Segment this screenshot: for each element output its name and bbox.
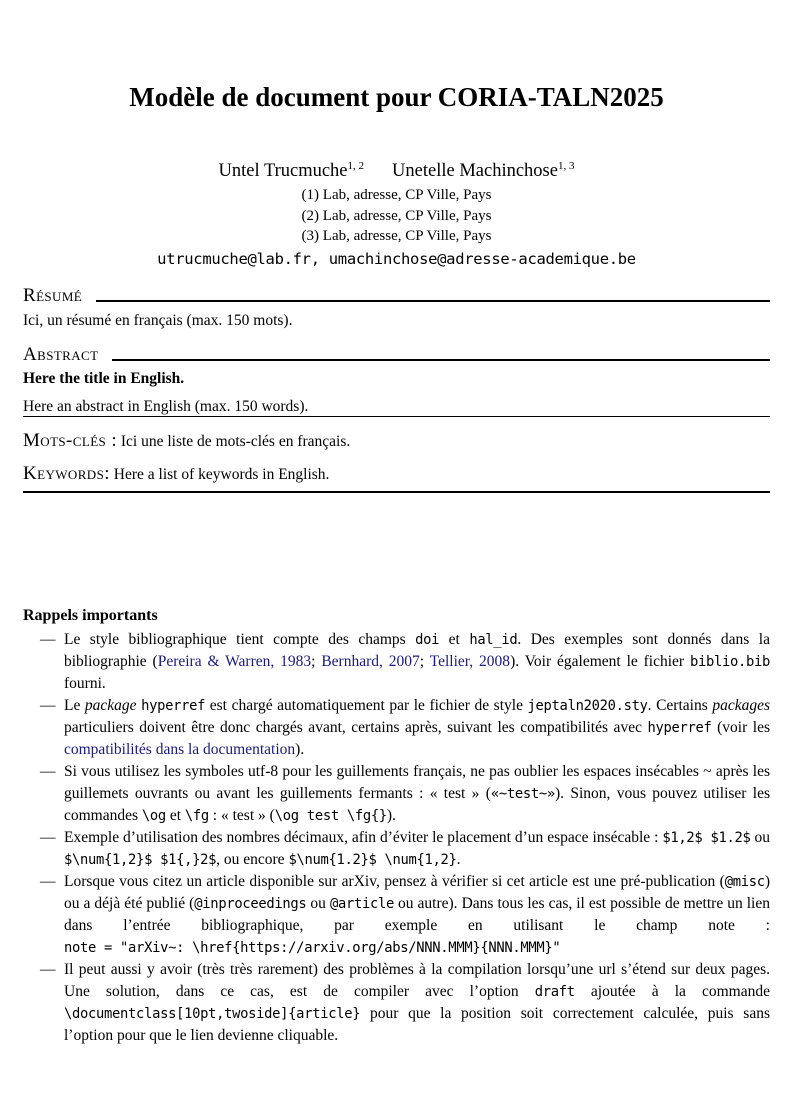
keywords-row	[23, 462, 770, 493]
item-dash-marker: —	[40, 762, 56, 780]
item-dash-marker: —	[40, 696, 56, 714]
abstract-section-heading	[23, 343, 770, 367]
text-run: (voir les	[711, 718, 770, 736]
inline-code: note = "arXiv~: \href{https://arxiv.org/abs/NNN.MMM}{NNN.MMM}"	[64, 939, 561, 956]
inline-code: biblio.bib	[689, 653, 771, 670]
list-item	[23, 827, 770, 871]
text-run: ). Voir également le fichier	[510, 652, 690, 670]
citation-link[interactable]: Pereira & Warren, 1983	[157, 652, 312, 670]
author	[392, 161, 574, 181]
inline-code: draft	[534, 983, 575, 1000]
emphasis-text: packages	[712, 696, 770, 714]
motscles-text: Ici une liste de mots-clés en français.	[117, 432, 351, 450]
affiliations-block	[23, 185, 770, 247]
text-run: Le	[64, 696, 85, 714]
text-run: Il peut aussi y avoir (très très rarement) des problèmes à la compilation lorsqu’une url s’étend sur deux pages. Une solution, dans ce cas, est de compiler avec l’option	[64, 960, 770, 1000]
inline-code: jeptaln2020.sty	[527, 697, 648, 714]
author-name: Untel Trucmuche	[218, 161, 348, 181]
text-run: . Certains	[647, 696, 713, 714]
item-dash-marker: —	[40, 630, 56, 648]
resume-rule	[96, 300, 770, 301]
paper-title: Modèle de document pour CORIA-TALN2025	[129, 82, 664, 112]
resume-section-heading	[23, 284, 770, 308]
abstract-label: Abstract	[23, 343, 99, 365]
inline-code: \documentclass[10pt,twoside]{article}	[64, 1005, 361, 1022]
keywords-label: Keywords:	[23, 462, 110, 484]
inline-code: @article	[329, 895, 394, 912]
text-run: ou	[750, 828, 770, 846]
keywords-text: Here a list of keywords in English.	[109, 465, 330, 483]
text-run: ).	[386, 806, 396, 824]
text-run: particuliers doivent être donc chargés avant, certains après, suivant les compatibilités avec	[64, 718, 648, 736]
abstract-rule	[112, 359, 770, 360]
item-text	[64, 873, 770, 956]
affiliation-line: (3) Lab, adresse, CP Ville, Pays	[301, 228, 492, 244]
text-run: . Des exemples sont donnés dans la bibliographie (	[64, 630, 770, 670]
inline-code: hyperref	[647, 719, 712, 736]
inline-code: \fg	[184, 807, 209, 824]
english-title: Here the title in English.	[23, 369, 185, 387]
inline-code: «~test~»	[490, 785, 555, 802]
text-run: Si vous utilisez les symboles utf-8 pour les guillements français, ne pas oublier les espaces insécables ~ après les guillemets ouvrants ou avant les guillements fermants : « test » (	[64, 762, 770, 802]
text-run: est chargé automatiquement par le fichier de style	[205, 696, 528, 714]
list-item	[23, 629, 770, 695]
citation-link[interactable]: Bernhard, 2007	[321, 652, 420, 670]
text-run: .	[456, 850, 461, 868]
author-affiliation-sup: 1, 3	[557, 159, 575, 172]
item-text	[64, 829, 770, 868]
inline-code: @inproceedings	[194, 895, 307, 912]
inline-code: $1,2$ $1.2$	[662, 829, 751, 846]
abstract-text: Here an abstract in English (max. 150 words).	[23, 399, 770, 417]
resume-label: Résumé	[23, 284, 83, 306]
text-run: ou	[306, 894, 330, 912]
text-run: ajoutée à la commande	[574, 982, 770, 1000]
inline-code: \og	[141, 807, 166, 824]
text-run: : « test » (	[208, 806, 275, 824]
list-item	[23, 959, 770, 1047]
text-run: ).	[295, 740, 305, 758]
text-run: Lorsque vous citez un article disponible sur arXiv, pensez à vérifier si cet article est une pré-publication (	[64, 872, 725, 890]
resume-text: Ici, un résumé en français (max. 150 mots).	[23, 311, 293, 329]
item-text	[64, 763, 770, 824]
documentation-link[interactable]: compatibilités dans la documentation	[64, 740, 296, 758]
inline-code: \og test \fg{}	[274, 807, 387, 824]
list-item	[23, 761, 770, 827]
reminders-heading: Rappels importants	[23, 606, 158, 624]
text-run: Le style bibliographique tient compte des champs	[64, 630, 416, 648]
inline-code: doi	[415, 631, 440, 648]
author-name: Unetelle Machinchose	[392, 161, 558, 181]
authors-line	[23, 158, 770, 184]
text-run: Exemple d’utilisation des nombres décimaux, afin d’éviter le placement d’un espace insécable :	[64, 828, 663, 846]
text-run: pour que la position soit correctement calculée, puis sans l’option pour que le lien devienne cliquable.	[64, 1004, 770, 1044]
affiliation-line: (1) Lab, adresse, CP Ville, Pays	[301, 187, 492, 203]
author-affiliation-sup: 1, 2	[347, 159, 365, 172]
text-run: fourni.	[64, 674, 106, 692]
emphasis-text: package	[84, 696, 137, 714]
list-item	[23, 871, 770, 959]
inline-code: hyperref	[141, 697, 206, 714]
motscles-label: Mots-clés :	[23, 429, 117, 451]
item-text	[64, 961, 770, 1044]
item-dash-marker: —	[40, 828, 56, 846]
text-run: ou autre). Dans tous les cas, il est possible de mettre un lien dans l’entrée bibliographique, par exemple en utilisant le champ note :	[64, 894, 770, 934]
text-run: ). Sinon, vous pouvez utiliser les commandes	[64, 784, 770, 824]
inline-code: $\num{1.2}$ \num{1,2}	[288, 851, 457, 868]
item-dash-marker: —	[40, 960, 56, 978]
text-run: ) ou a déjà été publié (	[64, 872, 770, 912]
item-dash-marker: —	[40, 872, 56, 890]
motscles-row	[23, 429, 770, 454]
affiliation-line: (2) Lab, adresse, CP Ville, Pays	[301, 207, 492, 224]
inline-code: hal_id	[469, 631, 518, 648]
text-run: et	[165, 806, 185, 824]
text-run: et	[439, 630, 470, 648]
emails-line: utrucmuche@lab.fr, umachinchose@adresse-academique.be	[157, 249, 636, 268]
citation-link[interactable]: Tellier, 2008	[429, 652, 511, 670]
text-run: ;	[311, 652, 322, 670]
text-run: ;	[419, 652, 430, 670]
reminder-list	[23, 629, 770, 1047]
text-run: , ou encore	[216, 850, 289, 868]
item-text	[64, 697, 770, 758]
item-text	[64, 631, 770, 692]
author	[219, 161, 364, 181]
inline-code: @misc	[724, 873, 765, 890]
inline-code: $\num{1,2}$ $1{,}2$	[64, 851, 217, 868]
list-item	[23, 695, 770, 761]
